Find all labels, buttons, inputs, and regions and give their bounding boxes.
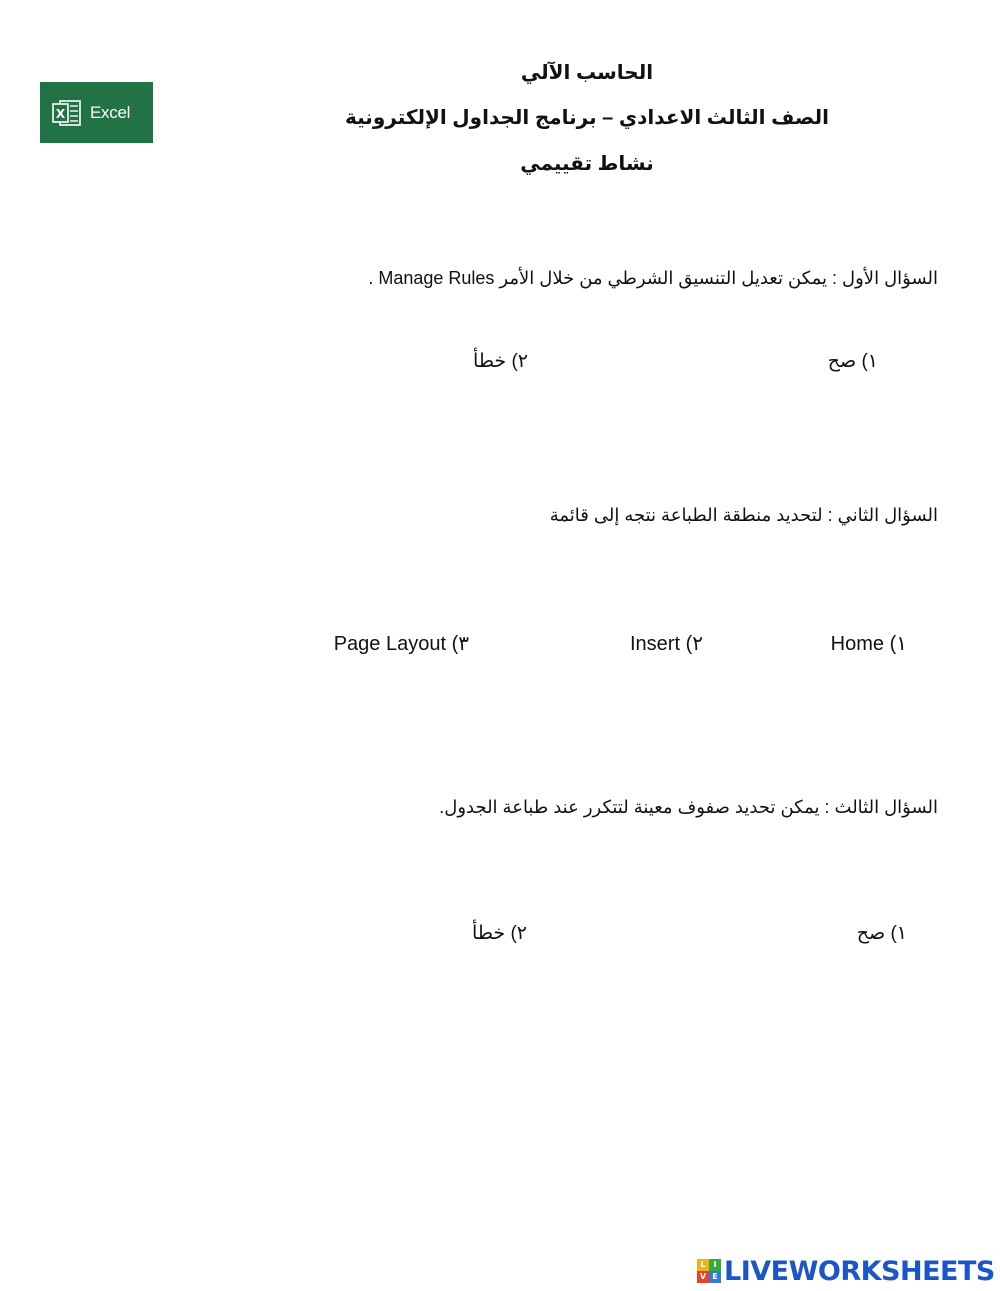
- question-2-option-3[interactable]: ٣) Page Layout: [333, 633, 469, 655]
- question-2-text: السؤال الثاني : لتحديد منطقة الطباعة نتجه إلى قائمة: [549, 505, 938, 525]
- excel-logo: [40, 82, 153, 143]
- question-3-option-1[interactable]: ١) صح: [856, 923, 907, 944]
- subject-title: الحاسب الآلي: [520, 62, 654, 84]
- question-3-text: السؤال الثالث : يمكن تحديد صفوف معينة لتتكرر عند طباعة الجدول.: [439, 797, 938, 817]
- mark-letter-e: E: [709, 1271, 721, 1283]
- question-2-option-2[interactable]: ٢) Insert: [630, 633, 703, 655]
- liveworksheets-brand: [697, 1255, 995, 1287]
- question-3-option-2[interactable]: ٢) خطأ: [472, 923, 527, 944]
- excel-icon: [52, 98, 82, 128]
- mark-letter-v: V: [697, 1271, 709, 1283]
- question-1-option-1[interactable]: ١) صح: [827, 351, 878, 372]
- question-1-text: السؤال الأول : يمكن تعديل التنسيق الشرطي من خلال الأمر Manage Rules .: [368, 268, 938, 288]
- mark-letter-i: I: [709, 1259, 721, 1271]
- excel-label: Excel: [90, 102, 131, 122]
- liveworksheets-mark-icon: [697, 1259, 721, 1283]
- question-2-option-1[interactable]: ١) Home: [830, 633, 907, 655]
- svg-text:X: X: [55, 106, 66, 121]
- mark-letter-l: L: [697, 1259, 709, 1271]
- liveworksheets-wordmark: LIVEWORKSHEETS: [724, 1255, 995, 1287]
- activity-title: نشاط تقييمي: [520, 153, 654, 175]
- question-1-option-2[interactable]: ٢) خطأ: [473, 351, 528, 372]
- grade-program-title: الصف الثالث الاعدادي – برنامج الجداول الإلكترونية: [345, 107, 829, 129]
